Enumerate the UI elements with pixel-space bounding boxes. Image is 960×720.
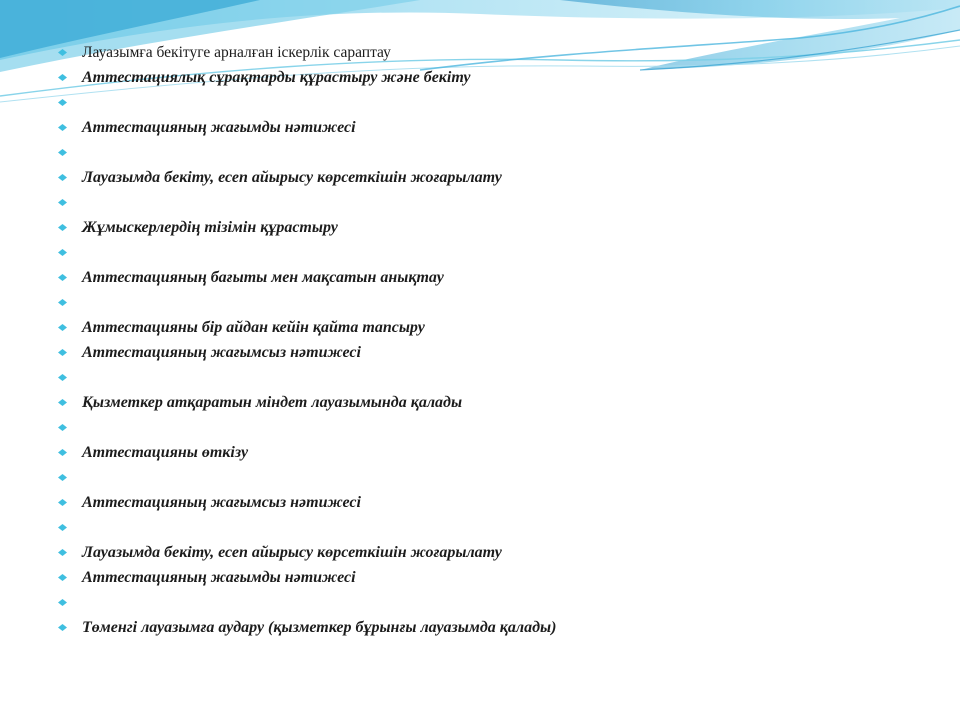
bullet-item bbox=[56, 490, 556, 515]
bullet-icon bbox=[58, 499, 67, 506]
bullet-item bbox=[56, 565, 556, 590]
bullet-item bbox=[56, 90, 556, 115]
bullet-icon bbox=[58, 99, 67, 106]
bullet-item bbox=[56, 465, 556, 490]
bullet-item bbox=[56, 415, 556, 440]
bullet-text: Жұмыскерлердің тізімін құрастыру bbox=[82, 219, 338, 236]
bullet-text: Аттестацияның жағымды нәтижесі bbox=[82, 569, 356, 586]
bullet-item bbox=[56, 240, 556, 265]
bullet-text: Лауазымға бекітуге арналған іскерлік сараптау bbox=[82, 44, 391, 61]
bullet-icon bbox=[58, 274, 67, 281]
bullet-text: Аттестацияның жағымды нәтижесі bbox=[82, 119, 356, 136]
bullet-icon bbox=[58, 474, 67, 481]
bullet-item bbox=[56, 315, 556, 340]
bullet-icon bbox=[58, 574, 67, 581]
bullet-icon bbox=[58, 624, 67, 631]
bullet-text: Аттестацияның жағымсыз нәтижесі bbox=[82, 494, 361, 511]
bullet-item bbox=[56, 140, 556, 165]
bullet-icon bbox=[58, 524, 67, 531]
bullet-text: Аттестацияның бағыты мен мақсатын анықтау bbox=[82, 269, 444, 286]
bullet-icon bbox=[58, 549, 67, 556]
bullet-icon bbox=[58, 399, 67, 406]
bullet-item bbox=[56, 40, 556, 65]
bullet-icon bbox=[58, 449, 67, 456]
bullet-icon bbox=[58, 124, 67, 131]
bullet-item bbox=[56, 440, 556, 465]
bullet-icon bbox=[58, 299, 67, 306]
bullet-icon bbox=[58, 374, 67, 381]
bullet-icon bbox=[58, 199, 67, 206]
bullet-item bbox=[56, 590, 556, 615]
bullet-icon bbox=[58, 174, 67, 181]
bullet-item bbox=[56, 340, 556, 365]
bullet-item bbox=[56, 215, 556, 240]
bullet-icon bbox=[58, 599, 67, 606]
bullet-item bbox=[56, 290, 556, 315]
bullet-text: Қызметкер атқаратын міндет лауазымында қалады bbox=[82, 394, 463, 411]
bullet-item bbox=[56, 190, 556, 215]
bullet-text: Аттестацияның жағымсыз нәтижесі bbox=[82, 344, 361, 361]
bullet-icon bbox=[58, 424, 67, 431]
bullet-item bbox=[56, 615, 556, 640]
bullet-text: Лауазымда бекіту, есеп айырысу көрсеткішін жоғарылату bbox=[82, 544, 502, 561]
bullet-item bbox=[56, 65, 556, 90]
bullet-text: Лауазымда бекіту, есеп айырысу көрсеткішін жоғарылату bbox=[82, 169, 502, 186]
bullet-icon bbox=[58, 249, 67, 256]
bullet-icon bbox=[58, 49, 67, 56]
bullet-item bbox=[56, 540, 556, 565]
bullet-item bbox=[56, 115, 556, 140]
bullet-text: Аттестациялық сұрақтарды құрастыру және бекіту bbox=[82, 69, 471, 86]
bullet-item bbox=[56, 390, 556, 415]
bullet-item bbox=[56, 515, 556, 540]
bullet-icon bbox=[58, 149, 67, 156]
bullet-item bbox=[56, 265, 556, 290]
bullet-text: Аттестацияны бір айдан кейін қайта тапсыру bbox=[82, 319, 425, 336]
bullet-icon bbox=[58, 224, 67, 231]
bullet-item bbox=[56, 365, 556, 390]
bullet-text: Төменгі лауазымға аудару (қызметкер бұрынғы лауазымда қалады) bbox=[82, 619, 557, 636]
bullet-item bbox=[56, 165, 556, 190]
slide-bullet-list bbox=[56, 40, 556, 640]
bullet-icon bbox=[58, 74, 67, 81]
bullet-text: Аттестацияны өткізу bbox=[82, 444, 249, 461]
bullet-icon bbox=[58, 324, 67, 331]
bullet-icon bbox=[58, 349, 67, 356]
